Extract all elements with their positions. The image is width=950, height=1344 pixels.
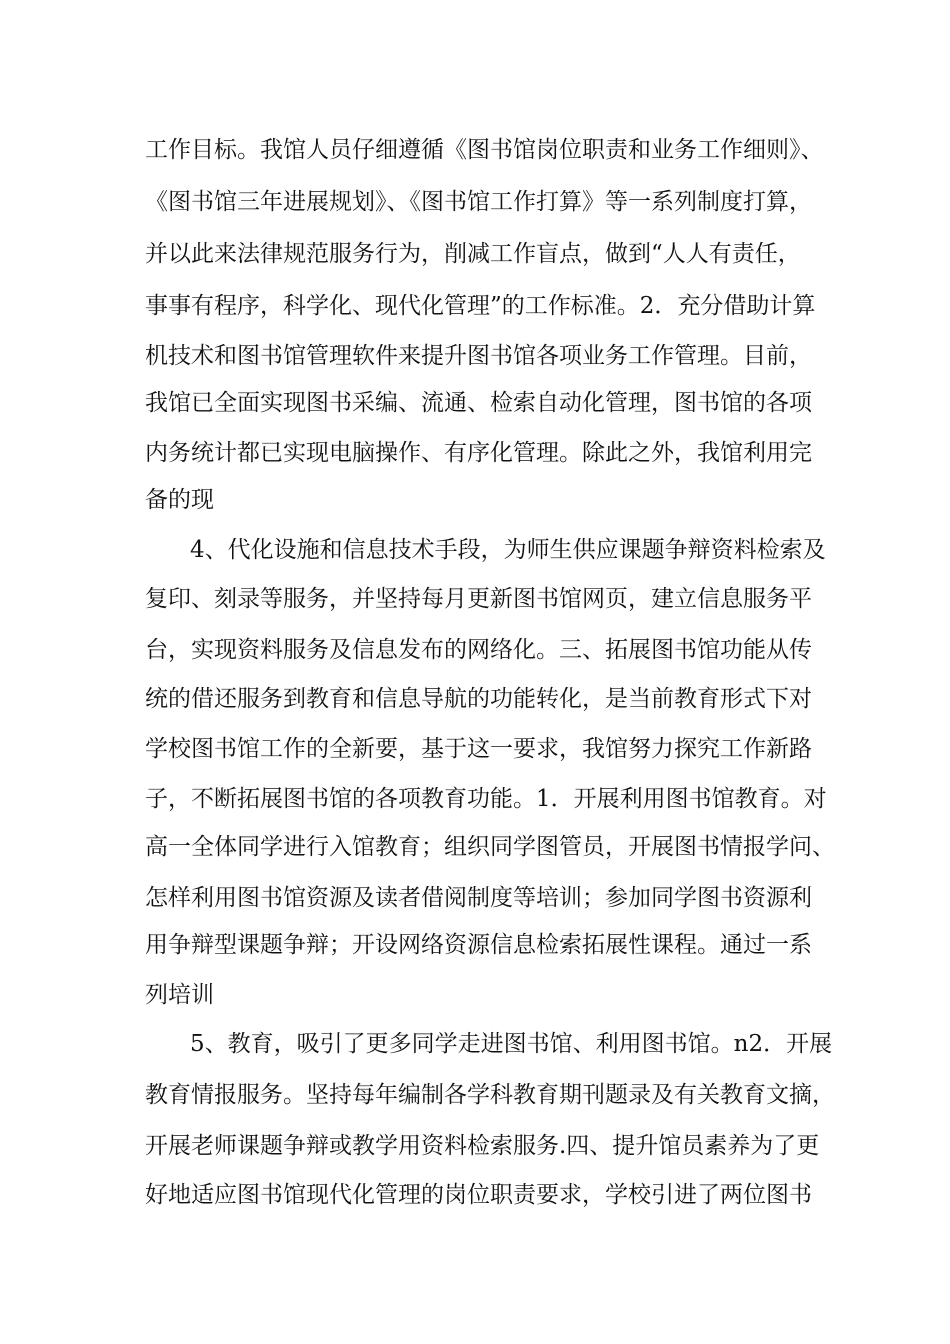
text-line: 《图书馆三年进展规划》、《图书馆工作打算》等一系列制度打算，: [145, 189, 812, 215]
text-line: 统的借还服务到教育和信息导航的功能转化，是当前教育形式下对: [145, 686, 812, 712]
text-line: 机技术和图书馆管理软件来提升图书馆各项业务工作管理。目前，: [145, 343, 812, 369]
text-line: 内务统计都已实现电脑操作、有序化管理。除此之外，我馆利用完: [145, 440, 812, 466]
text-line: 台，实现资料服务及信息发布的网络化。三、拓展图书馆功能从传: [145, 637, 812, 663]
text-line: 工作目标。我馆人员仔细遵循《图书馆岗位职责和业务工作细则》、: [145, 137, 824, 163]
text-line: 复印、刻录等服务，并坚持每月更新图书馆网页，建立信息服务平: [145, 586, 812, 612]
text-line: 备的现: [145, 487, 214, 513]
text-line: 用争辩型课题争辩；开设网络资源信息检索拓展性课程。通过一系: [145, 932, 812, 958]
text-line: 高一全体同学进行入馆教育；组织同学图管员，开展图书情报学问、: [145, 834, 835, 860]
text-line: 好地适应图书馆现代化管理的岗位职责要求，学校引进了两位图书: [145, 1182, 812, 1208]
text-line: 列培训: [145, 982, 214, 1008]
text-line: 怎样利用图书馆资源及读者借阅制度等培训；参加同学图书资源利: [145, 885, 812, 911]
text-line: 开展老师课题争辩或教学用资料检索服务.四、提升馆员素养为了更: [145, 1133, 820, 1159]
text-line: 子，不断拓展图书馆的各项教育功能。1．开展利用图书馆教育。对: [145, 786, 827, 812]
text-line: 4、代化设施和信息技术手段，为师生供应课题争辩资料检索及: [190, 537, 826, 563]
text-line: 学校图书馆工作的全新要，基于这一要求，我馆努力探究工作新路: [145, 736, 812, 762]
text-line: 我馆已全面实现图书采编、流通、检索自动化管理，图书馆的各项: [145, 390, 812, 416]
text-line: 并以此来法律规范服务行为，削减工作盲点，做到“人人有责任，: [145, 241, 801, 267]
text-line: 事事有程序，科学化、现代化管理”的工作标准。2．充分借助计算: [145, 293, 816, 319]
text-line: 教育情报服务。坚持每年编制各学科教育期刊题录及有关教育文摘，: [145, 1082, 835, 1108]
text-line: 5、教育，吸引了更多同学走进图书馆、利用图书馆。n2．开展: [190, 1031, 833, 1057]
